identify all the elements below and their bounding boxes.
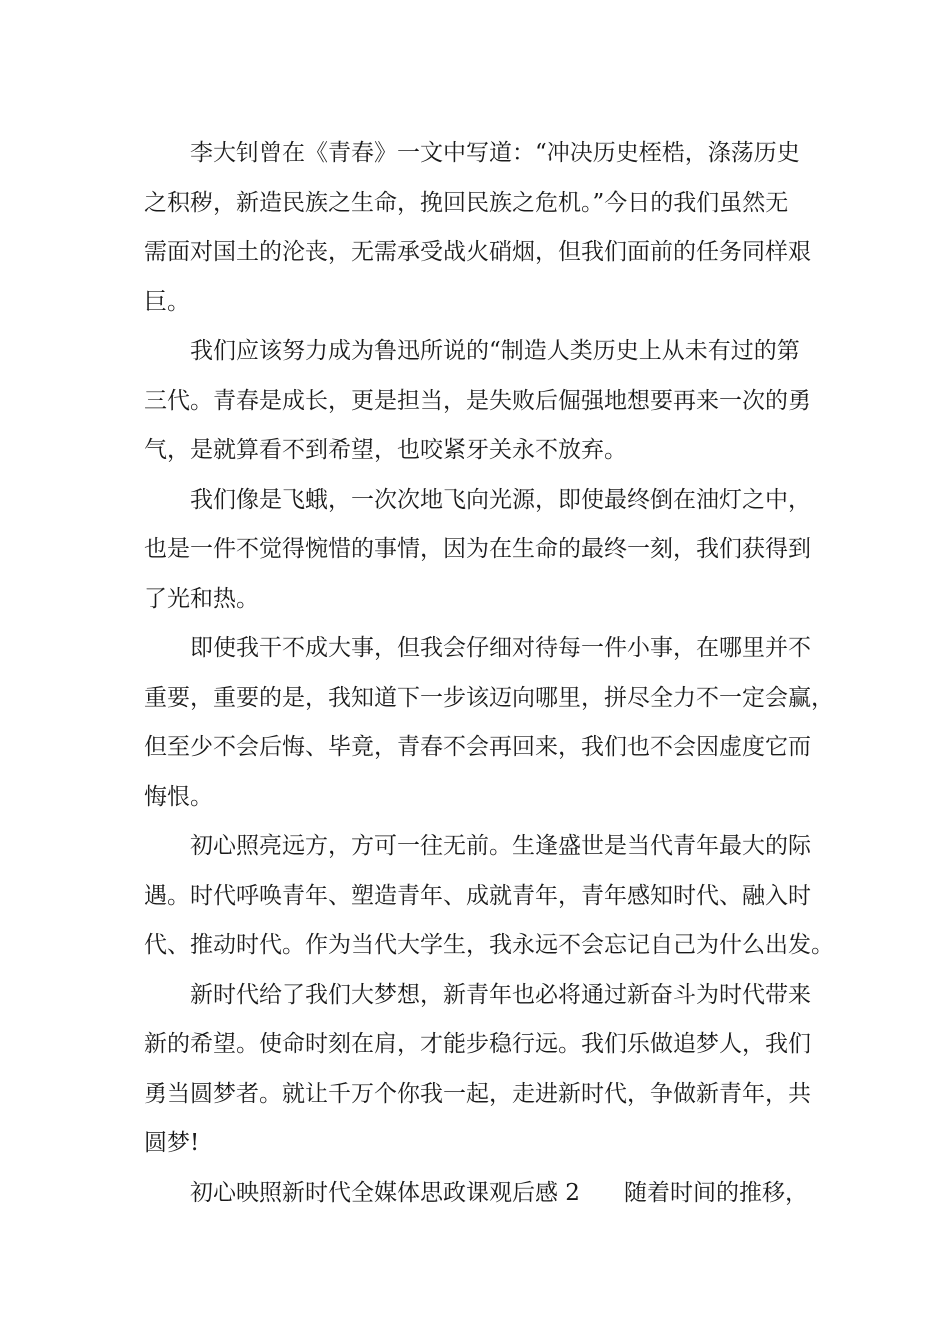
paragraph-moth bbox=[144, 476, 834, 625]
text-line: 新时代给了我们大梦想，新青年也必将通过新奋斗为时代带来 bbox=[190, 981, 811, 1008]
text-line: 新的希望。使命时刻在肩，才能步稳行远。我们乐做追梦人，我们 bbox=[144, 1031, 811, 1057]
text-line: 但至少不会后悔、毕竟，青春不会再回来，我们也不会因虚度它而 bbox=[144, 734, 811, 760]
text-line: 重要，重要的是，我知道下一步该迈向哪里，拼尽全力不一定会赢， bbox=[144, 684, 834, 711]
text-line: 也是一件不觉得惋惜的事情，因为在生命的最终一刻，我们获得到 bbox=[144, 536, 811, 562]
text-line: 了光和热。 bbox=[144, 585, 259, 612]
text-line: 初心照亮远方，方可一往无前。生逢盛世是当代青年最大的际 bbox=[190, 833, 811, 859]
text-line: 悔恨。 bbox=[144, 783, 213, 810]
text-line: 巨。 bbox=[144, 288, 190, 315]
text-line: 三代。青春是成长，更是担当，是失败后倔强地想要再来一次的勇 bbox=[144, 387, 811, 414]
section-continuation: 随着时间的推移， bbox=[623, 1179, 808, 1206]
text-line: 李大钊曾在《青春》一文中写道：“冲决历史桎梏，涤荡历史 bbox=[190, 140, 800, 166]
paragraph-li-dazhao-quote bbox=[144, 129, 834, 327]
text-line: 代、推动时代。作为当代大学生，我永远不会忘记自己为什么出发。 bbox=[144, 932, 834, 958]
paragraph-small-things bbox=[144, 624, 834, 822]
text-line: 勇当圆梦者。就让千万个你我一起，走进新时代，争做新青年，共 bbox=[144, 1080, 811, 1107]
text-line: 我们应该努力成为鲁迅所说的“制造人类历史上从未有过的第 bbox=[190, 338, 800, 364]
text-line bbox=[144, 1169, 834, 1219]
paragraph-lu-xun-generation bbox=[144, 327, 834, 476]
text-line: 即使我干不成大事，但我会仔细对待每一件小事，在哪里并不 bbox=[190, 635, 811, 661]
text-line: 圆梦! bbox=[144, 1130, 200, 1156]
text-line: 气，是就算看不到希望，也咬紧牙关永不放弃。 bbox=[144, 437, 627, 463]
text-line: 之积秽，新造民族之生命，挽回民族之危机。”今日的我们虽然无 bbox=[144, 189, 789, 216]
document-body bbox=[144, 129, 834, 1218]
paragraph-section-title bbox=[144, 1169, 834, 1219]
paragraph-original-aspiration bbox=[144, 822, 834, 971]
paragraph-new-era-dream bbox=[144, 971, 834, 1169]
text-line: 需面对国土的沦丧，无需承受战火硝烟，但我们面前的任务同样艰 bbox=[144, 239, 811, 265]
text-line: 我们像是飞蛾，一次次地飞向光源，即使最终倒在油灯之中， bbox=[190, 486, 811, 513]
text-line: 遇。时代呼唤青年、塑造青年、成就青年，青年感知时代、融入时 bbox=[144, 882, 811, 909]
section-title: 初心映照新时代全媒体思政课观后感 2 bbox=[190, 1179, 580, 1206]
